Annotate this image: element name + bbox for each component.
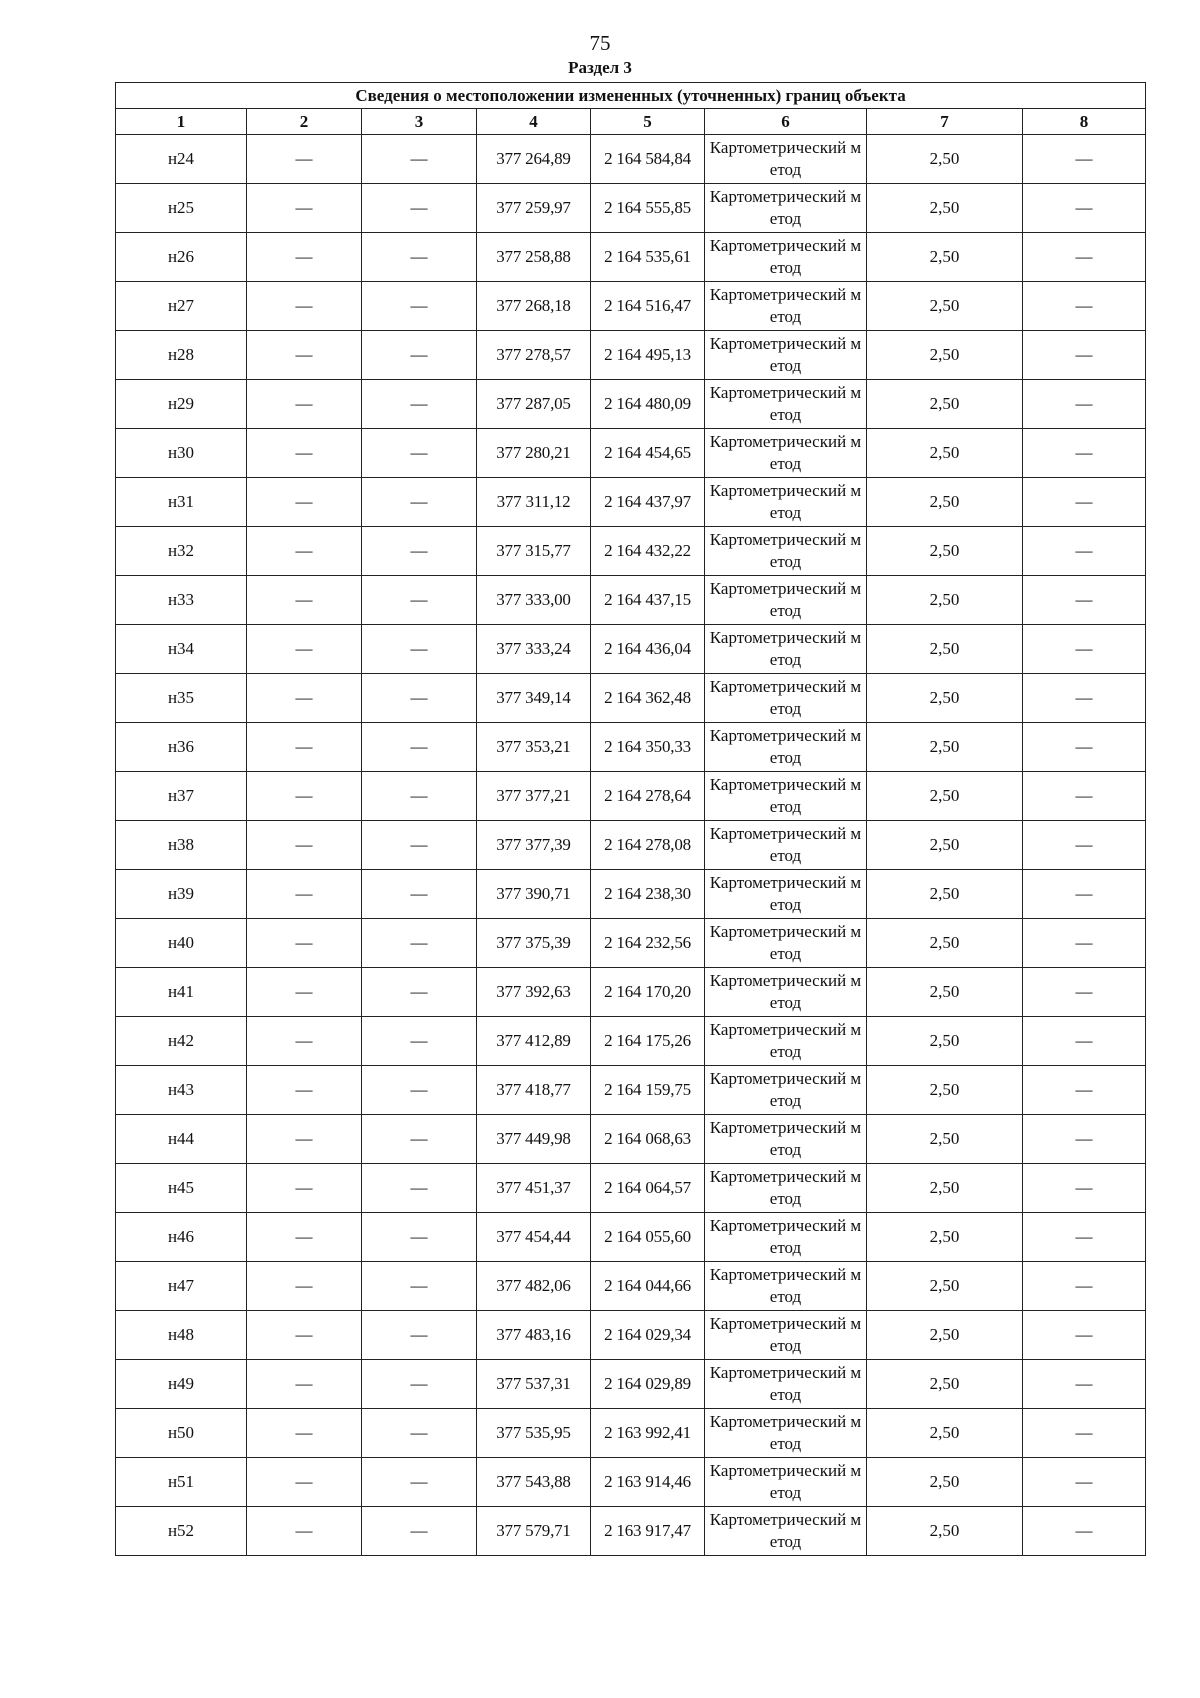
empty-cell-col8: — — [1023, 233, 1146, 282]
column-number-3: 3 — [362, 109, 477, 135]
y-coordinate-cell: 2 164 238,30 — [591, 870, 705, 919]
table-row — [116, 968, 1146, 1017]
method-cell: Картометрический метод — [705, 821, 867, 870]
accuracy-cell: 2,50 — [867, 478, 1023, 527]
column-number-2: 2 — [247, 109, 362, 135]
x-coordinate-cell: 377 278,57 — [477, 331, 591, 380]
table-caption: Сведения о местоположении измененных (уточненных) границ объекта — [116, 83, 1146, 109]
point-cell: н32 — [116, 527, 247, 576]
x-coordinate-cell: 377 259,97 — [477, 184, 591, 233]
empty-cell-col2: — — [247, 135, 362, 184]
table-row — [116, 380, 1146, 429]
empty-cell-col8: — — [1023, 772, 1146, 821]
empty-cell-col3: — — [362, 135, 477, 184]
empty-cell-col8: — — [1023, 527, 1146, 576]
method-cell: Картометрический метод — [705, 184, 867, 233]
x-coordinate-cell: 377 543,88 — [477, 1458, 591, 1507]
empty-cell-col2: — — [247, 233, 362, 282]
x-coordinate-cell: 377 454,44 — [477, 1213, 591, 1262]
method-cell: Картометрический метод — [705, 1213, 867, 1262]
y-coordinate-cell: 2 164 495,13 — [591, 331, 705, 380]
method-cell: Картометрический метод — [705, 1115, 867, 1164]
point-cell: н24 — [116, 135, 247, 184]
empty-cell-col2: — — [247, 1017, 362, 1066]
table-row — [116, 576, 1146, 625]
empty-cell-col8: — — [1023, 674, 1146, 723]
empty-cell-col2: — — [247, 478, 362, 527]
empty-cell-col3: — — [362, 1017, 477, 1066]
empty-cell-col2: — — [247, 1458, 362, 1507]
empty-cell-col2: — — [247, 821, 362, 870]
empty-cell-col3: — — [362, 968, 477, 1017]
empty-cell-col8: — — [1023, 1017, 1146, 1066]
column-number-6: 6 — [705, 109, 867, 135]
section-title: Раздел 3 — [568, 58, 632, 77]
table-row — [116, 1115, 1146, 1164]
empty-cell-col3: — — [362, 331, 477, 380]
empty-cell-col3: — — [362, 233, 477, 282]
accuracy-cell: 2,50 — [867, 576, 1023, 625]
point-cell: н26 — [116, 233, 247, 282]
point-cell: н34 — [116, 625, 247, 674]
method-cell: Картометрический метод — [705, 919, 867, 968]
empty-cell-col3: — — [362, 478, 477, 527]
y-coordinate-cell: 2 164 044,66 — [591, 1262, 705, 1311]
x-coordinate-cell: 377 311,12 — [477, 478, 591, 527]
method-cell: Картометрический метод — [705, 1360, 867, 1409]
table-row — [116, 184, 1146, 233]
empty-cell-col3: — — [362, 576, 477, 625]
empty-cell-col3: — — [362, 870, 477, 919]
empty-cell-col8: — — [1023, 135, 1146, 184]
x-coordinate-cell: 377 449,98 — [477, 1115, 591, 1164]
empty-cell-col8: — — [1023, 821, 1146, 870]
accuracy-cell: 2,50 — [867, 282, 1023, 331]
empty-cell-col2: — — [247, 968, 362, 1017]
x-coordinate-cell: 377 280,21 — [477, 429, 591, 478]
accuracy-cell: 2,50 — [867, 1164, 1023, 1213]
point-cell: н30 — [116, 429, 247, 478]
y-coordinate-cell: 2 164 159,75 — [591, 1066, 705, 1115]
method-cell: Картометрический метод — [705, 1311, 867, 1360]
point-cell: н39 — [116, 870, 247, 919]
table-row — [116, 233, 1146, 282]
point-cell: н41 — [116, 968, 247, 1017]
point-cell: н45 — [116, 1164, 247, 1213]
method-cell: Картометрический метод — [705, 1507, 867, 1556]
point-cell: н33 — [116, 576, 247, 625]
x-coordinate-cell: 377 412,89 — [477, 1017, 591, 1066]
point-cell: н28 — [116, 331, 247, 380]
table-row — [116, 527, 1146, 576]
empty-cell-col3: — — [362, 674, 477, 723]
column-number-4: 4 — [477, 109, 591, 135]
y-coordinate-cell: 2 164 584,84 — [591, 135, 705, 184]
x-coordinate-cell: 377 353,21 — [477, 723, 591, 772]
boundary-coordinates-table — [115, 82, 1146, 1556]
table-row — [116, 1262, 1146, 1311]
y-coordinate-cell: 2 164 350,33 — [591, 723, 705, 772]
column-number-row — [116, 109, 1146, 135]
x-coordinate-cell: 377 287,05 — [477, 380, 591, 429]
point-cell: н46 — [116, 1213, 247, 1262]
accuracy-cell: 2,50 — [867, 772, 1023, 821]
method-cell: Картометрический метод — [705, 772, 867, 821]
empty-cell-col8: — — [1023, 282, 1146, 331]
method-cell: Картометрический метод — [705, 870, 867, 919]
column-number-5: 5 — [591, 109, 705, 135]
empty-cell-col8: — — [1023, 1066, 1146, 1115]
accuracy-cell: 2,50 — [867, 331, 1023, 380]
y-coordinate-cell: 2 164 437,15 — [591, 576, 705, 625]
empty-cell-col3: — — [362, 1164, 477, 1213]
accuracy-cell: 2,50 — [867, 429, 1023, 478]
table-row — [116, 1017, 1146, 1066]
empty-cell-col8: — — [1023, 1262, 1146, 1311]
x-coordinate-cell: 377 392,63 — [477, 968, 591, 1017]
empty-cell-col2: — — [247, 674, 362, 723]
table-row — [116, 478, 1146, 527]
x-coordinate-cell: 377 579,71 — [477, 1507, 591, 1556]
point-cell: н49 — [116, 1360, 247, 1409]
empty-cell-col2: — — [247, 380, 362, 429]
x-coordinate-cell: 377 535,95 — [477, 1409, 591, 1458]
empty-cell-col2: — — [247, 625, 362, 674]
empty-cell-col3: — — [362, 1066, 477, 1115]
accuracy-cell: 2,50 — [867, 1311, 1023, 1360]
table-row — [116, 282, 1146, 331]
accuracy-cell: 2,50 — [867, 184, 1023, 233]
empty-cell-col2: — — [247, 1311, 362, 1360]
method-cell: Картометрический метод — [705, 625, 867, 674]
page-number: 75 — [589, 31, 611, 55]
accuracy-cell: 2,50 — [867, 1115, 1023, 1164]
point-cell: н47 — [116, 1262, 247, 1311]
empty-cell-col8: — — [1023, 723, 1146, 772]
empty-cell-col2: — — [247, 1066, 362, 1115]
accuracy-cell: 2,50 — [867, 870, 1023, 919]
y-coordinate-cell: 2 164 278,08 — [591, 821, 705, 870]
method-cell: Картометрический метод — [705, 1409, 867, 1458]
table-row — [116, 772, 1146, 821]
empty-cell-col3: — — [362, 527, 477, 576]
empty-cell-col2: — — [247, 1262, 362, 1311]
empty-cell-col3: — — [362, 380, 477, 429]
x-coordinate-cell: 377 483,16 — [477, 1311, 591, 1360]
point-cell: н42 — [116, 1017, 247, 1066]
accuracy-cell: 2,50 — [867, 527, 1023, 576]
empty-cell-col8: — — [1023, 1360, 1146, 1409]
x-coordinate-cell: 377 377,21 — [477, 772, 591, 821]
method-cell: Картометрический метод — [705, 233, 867, 282]
method-cell: Картометрический метод — [705, 1262, 867, 1311]
table-row — [116, 1066, 1146, 1115]
method-cell: Картометрический метод — [705, 576, 867, 625]
y-coordinate-cell: 2 164 362,48 — [591, 674, 705, 723]
accuracy-cell: 2,50 — [867, 135, 1023, 184]
table-row — [116, 821, 1146, 870]
empty-cell-col2: — — [247, 919, 362, 968]
table-body — [116, 135, 1146, 1556]
accuracy-cell: 2,50 — [867, 1360, 1023, 1409]
y-coordinate-cell: 2 163 917,47 — [591, 1507, 705, 1556]
accuracy-cell: 2,50 — [867, 821, 1023, 870]
y-coordinate-cell: 2 164 480,09 — [591, 380, 705, 429]
y-coordinate-cell: 2 163 914,46 — [591, 1458, 705, 1507]
empty-cell-col8: — — [1023, 184, 1146, 233]
method-cell: Картометрический метод — [705, 429, 867, 478]
table-row — [116, 331, 1146, 380]
point-cell: н36 — [116, 723, 247, 772]
empty-cell-col3: — — [362, 1360, 477, 1409]
accuracy-cell: 2,50 — [867, 1409, 1023, 1458]
empty-cell-col2: — — [247, 1115, 362, 1164]
empty-cell-col8: — — [1023, 380, 1146, 429]
method-cell: Картометрический метод — [705, 380, 867, 429]
x-coordinate-cell: 377 377,39 — [477, 821, 591, 870]
method-cell: Картометрический метод — [705, 1458, 867, 1507]
x-coordinate-cell: 377 258,88 — [477, 233, 591, 282]
point-cell: н27 — [116, 282, 247, 331]
method-cell: Картометрический метод — [705, 723, 867, 772]
table-row — [116, 723, 1146, 772]
y-coordinate-cell: 2 164 064,57 — [591, 1164, 705, 1213]
accuracy-cell: 2,50 — [867, 233, 1023, 282]
point-cell: н52 — [116, 1507, 247, 1556]
x-coordinate-cell: 377 268,18 — [477, 282, 591, 331]
point-cell: н29 — [116, 380, 247, 429]
empty-cell-col3: — — [362, 282, 477, 331]
empty-cell-col2: — — [247, 331, 362, 380]
y-coordinate-cell: 2 164 278,64 — [591, 772, 705, 821]
table-row — [116, 1458, 1146, 1507]
empty-cell-col8: — — [1023, 870, 1146, 919]
empty-cell-col2: — — [247, 282, 362, 331]
empty-cell-col8: — — [1023, 1409, 1146, 1458]
y-coordinate-cell: 2 164 454,65 — [591, 429, 705, 478]
point-cell: н37 — [116, 772, 247, 821]
empty-cell-col8: — — [1023, 576, 1146, 625]
point-cell: н43 — [116, 1066, 247, 1115]
table-row — [116, 1311, 1146, 1360]
x-coordinate-cell: 377 537,31 — [477, 1360, 591, 1409]
x-coordinate-cell: 377 451,37 — [477, 1164, 591, 1213]
y-coordinate-cell: 2 164 232,56 — [591, 919, 705, 968]
x-coordinate-cell: 377 315,77 — [477, 527, 591, 576]
accuracy-cell: 2,50 — [867, 723, 1023, 772]
empty-cell-col2: — — [247, 1164, 362, 1213]
empty-cell-col8: — — [1023, 968, 1146, 1017]
empty-cell-col3: — — [362, 625, 477, 674]
empty-cell-col8: — — [1023, 478, 1146, 527]
empty-cell-col3: — — [362, 1115, 477, 1164]
empty-cell-col3: — — [362, 723, 477, 772]
y-coordinate-cell: 2 164 029,89 — [591, 1360, 705, 1409]
accuracy-cell: 2,50 — [867, 919, 1023, 968]
point-cell: н31 — [116, 478, 247, 527]
y-coordinate-cell: 2 163 992,41 — [591, 1409, 705, 1458]
empty-cell-col2: — — [247, 429, 362, 478]
empty-cell-col8: — — [1023, 919, 1146, 968]
table-row — [116, 135, 1146, 184]
empty-cell-col8: — — [1023, 1507, 1146, 1556]
table-row — [116, 1409, 1146, 1458]
empty-cell-col3: — — [362, 1213, 477, 1262]
method-cell: Картометрический метод — [705, 331, 867, 380]
column-number-1: 1 — [116, 109, 247, 135]
empty-cell-col2: — — [247, 772, 362, 821]
point-cell: н44 — [116, 1115, 247, 1164]
y-coordinate-cell: 2 164 516,47 — [591, 282, 705, 331]
empty-cell-col3: — — [362, 919, 477, 968]
empty-cell-col2: — — [247, 184, 362, 233]
y-coordinate-cell: 2 164 432,22 — [591, 527, 705, 576]
empty-cell-col3: — — [362, 772, 477, 821]
table-row — [116, 1213, 1146, 1262]
table-row — [116, 1507, 1146, 1556]
table-row — [116, 429, 1146, 478]
column-number-8: 8 — [1023, 109, 1146, 135]
accuracy-cell: 2,50 — [867, 1262, 1023, 1311]
method-cell: Картометрический метод — [705, 282, 867, 331]
y-coordinate-cell: 2 164 535,61 — [591, 233, 705, 282]
empty-cell-col2: — — [247, 870, 362, 919]
y-coordinate-cell: 2 164 055,60 — [591, 1213, 705, 1262]
point-cell: н48 — [116, 1311, 247, 1360]
method-cell: Картометрический метод — [705, 1164, 867, 1213]
empty-cell-col8: — — [1023, 625, 1146, 674]
table-row — [116, 1164, 1146, 1213]
method-cell: Картометрический метод — [705, 478, 867, 527]
empty-cell-col3: — — [362, 1262, 477, 1311]
empty-cell-col8: — — [1023, 429, 1146, 478]
method-cell: Картометрический метод — [705, 1017, 867, 1066]
accuracy-cell: 2,50 — [867, 1213, 1023, 1262]
empty-cell-col8: — — [1023, 1115, 1146, 1164]
empty-cell-col2: — — [247, 1507, 362, 1556]
empty-cell-col3: — — [362, 1311, 477, 1360]
accuracy-cell: 2,50 — [867, 968, 1023, 1017]
x-coordinate-cell: 377 482,06 — [477, 1262, 591, 1311]
y-coordinate-cell: 2 164 437,97 — [591, 478, 705, 527]
x-coordinate-cell: 377 333,24 — [477, 625, 591, 674]
table-row — [116, 625, 1146, 674]
column-number-7: 7 — [867, 109, 1023, 135]
empty-cell-col2: — — [247, 1360, 362, 1409]
accuracy-cell: 2,50 — [867, 674, 1023, 723]
point-cell: н51 — [116, 1458, 247, 1507]
point-cell: н35 — [116, 674, 247, 723]
method-cell: Картометрический метод — [705, 968, 867, 1017]
x-coordinate-cell: 377 390,71 — [477, 870, 591, 919]
empty-cell-col3: — — [362, 821, 477, 870]
empty-cell-col3: — — [362, 1409, 477, 1458]
table-row — [116, 674, 1146, 723]
table-row — [116, 919, 1146, 968]
empty-cell-col2: — — [247, 576, 362, 625]
accuracy-cell: 2,50 — [867, 1507, 1023, 1556]
method-cell: Картометрический метод — [705, 135, 867, 184]
empty-cell-col8: — — [1023, 1213, 1146, 1262]
empty-cell-col2: — — [247, 723, 362, 772]
y-coordinate-cell: 2 164 170,20 — [591, 968, 705, 1017]
method-cell: Картометрический метод — [705, 527, 867, 576]
empty-cell-col8: — — [1023, 1458, 1146, 1507]
x-coordinate-cell: 377 375,39 — [477, 919, 591, 968]
empty-cell-col2: — — [247, 1409, 362, 1458]
empty-cell-col2: — — [247, 1213, 362, 1262]
empty-cell-col3: — — [362, 429, 477, 478]
point-cell: н50 — [116, 1409, 247, 1458]
x-coordinate-cell: 377 418,77 — [477, 1066, 591, 1115]
y-coordinate-cell: 2 164 068,63 — [591, 1115, 705, 1164]
accuracy-cell: 2,50 — [867, 1017, 1023, 1066]
x-coordinate-cell: 377 349,14 — [477, 674, 591, 723]
table-row — [116, 1360, 1146, 1409]
empty-cell-col3: — — [362, 1507, 477, 1556]
x-coordinate-cell: 377 264,89 — [477, 135, 591, 184]
empty-cell-col8: — — [1023, 1311, 1146, 1360]
y-coordinate-cell: 2 164 175,26 — [591, 1017, 705, 1066]
empty-cell-col8: — — [1023, 1164, 1146, 1213]
y-coordinate-cell: 2 164 029,34 — [591, 1311, 705, 1360]
y-coordinate-cell: 2 164 436,04 — [591, 625, 705, 674]
point-cell: н38 — [116, 821, 247, 870]
accuracy-cell: 2,50 — [867, 625, 1023, 674]
x-coordinate-cell: 377 333,00 — [477, 576, 591, 625]
point-cell: н25 — [116, 184, 247, 233]
method-cell: Картометрический метод — [705, 1066, 867, 1115]
accuracy-cell: 2,50 — [867, 380, 1023, 429]
method-cell: Картометрический метод — [705, 674, 867, 723]
accuracy-cell: 2,50 — [867, 1066, 1023, 1115]
table-row — [116, 870, 1146, 919]
point-cell: н40 — [116, 919, 247, 968]
empty-cell-col3: — — [362, 1458, 477, 1507]
empty-cell-col2: — — [247, 527, 362, 576]
empty-cell-col8: — — [1023, 331, 1146, 380]
accuracy-cell: 2,50 — [867, 1458, 1023, 1507]
empty-cell-col3: — — [362, 184, 477, 233]
y-coordinate-cell: 2 164 555,85 — [591, 184, 705, 233]
